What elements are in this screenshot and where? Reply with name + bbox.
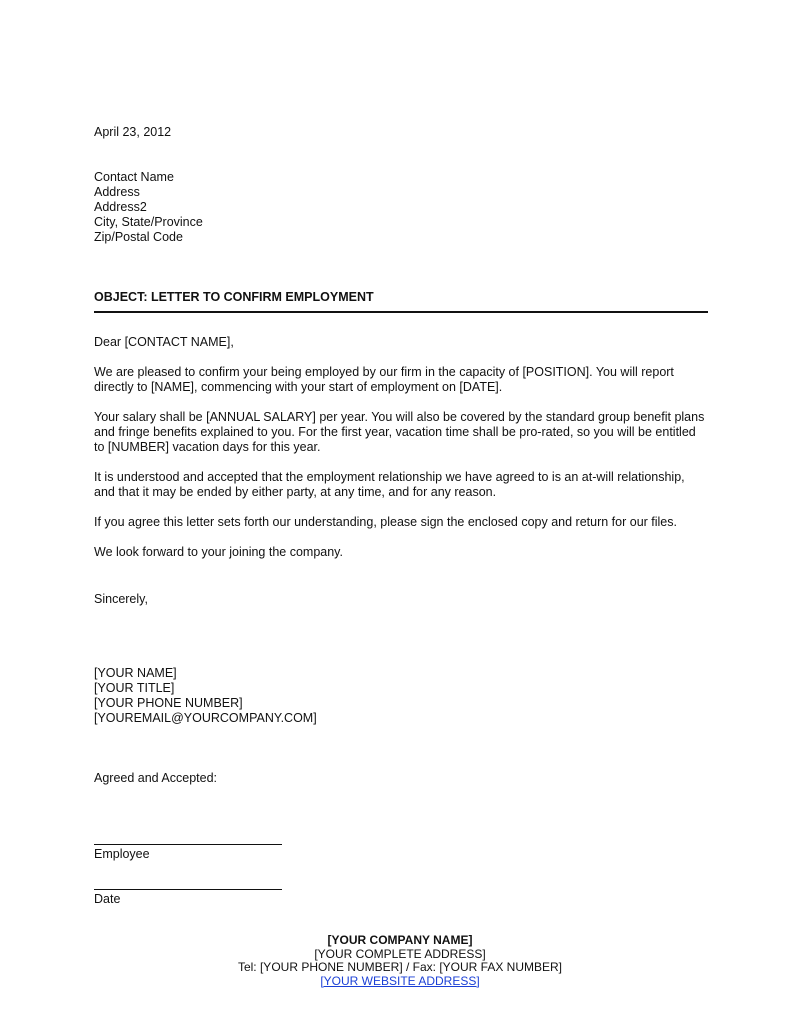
body-paragraph: It is understood and accepted that the employment relationship we have agreed to is an at-will relationship, and that it may be ended by either party, at any time, and for any reason. <box>94 470 685 499</box>
company-footer <box>0 934 800 988</box>
footer-address: [YOUR COMPLETE ADDRESS] <box>314 946 486 961</box>
letter-greeting: Dear [CONTACT NAME], <box>94 335 234 349</box>
recipient-zip: Zip/Postal Code <box>94 230 183 244</box>
agreed-accepted-label: Agreed and Accepted: <box>94 771 218 785</box>
date-signature-line <box>94 889 282 890</box>
footer-website-link[interactable]: [YOUR WEBSITE ADDRESS] <box>320 973 480 988</box>
letter-closing: Sincerely, <box>94 592 148 606</box>
letter-date: April 23, 2012 <box>94 125 172 139</box>
body-paragraph: We are pleased to confirm your being employed by our firm in the capacity of [POSITION]. You will report directly to [NAME], commencing with your start of employment on [DATE]. <box>94 365 674 394</box>
footer-contact: Tel: [YOUR PHONE NUMBER] / Fax: [YOUR FAX NUMBER] <box>237 960 563 974</box>
body-paragraph: If you agree this letter sets forth our understanding, please sign the enclosed copy and return for our files. <box>94 515 677 529</box>
subject-divider <box>94 311 708 313</box>
recipient-address2: Address2 <box>94 200 147 214</box>
signature-block <box>94 666 706 726</box>
signature-title: [YOUR TITLE] <box>94 681 175 695</box>
recipient-address-block <box>94 170 706 245</box>
employee-signature-line <box>94 844 282 845</box>
recipient-city: City, State/Province <box>94 215 203 229</box>
signature-email: [YOUREMAIL@YOURCOMPANY.COM] <box>94 711 317 725</box>
body-paragraph: Your salary shall be [ANNUAL SALARY] per year. You will also be covered by the standard group benefit plans and fringe benefits explained to you. For the first year, vacation time shall be pro-rated, so you will be entitled to [NUMBER] vacation days for this year. <box>94 410 705 454</box>
body-paragraph: We look forward to your joining the company. <box>94 545 343 559</box>
letter-subject: OBJECT: LETTER TO CONFIRM EMPLOYMENT <box>94 290 374 304</box>
footer-company-name: [YOUR COMPANY NAME] <box>327 933 473 947</box>
date-label: Date <box>94 892 121 906</box>
signature-phone: [YOUR PHONE NUMBER] <box>94 696 243 710</box>
signature-name: [YOUR NAME] <box>94 666 177 680</box>
recipient-contact-name: Contact Name <box>94 170 174 184</box>
employee-label: Employee <box>94 847 150 861</box>
recipient-address: Address <box>94 185 140 199</box>
